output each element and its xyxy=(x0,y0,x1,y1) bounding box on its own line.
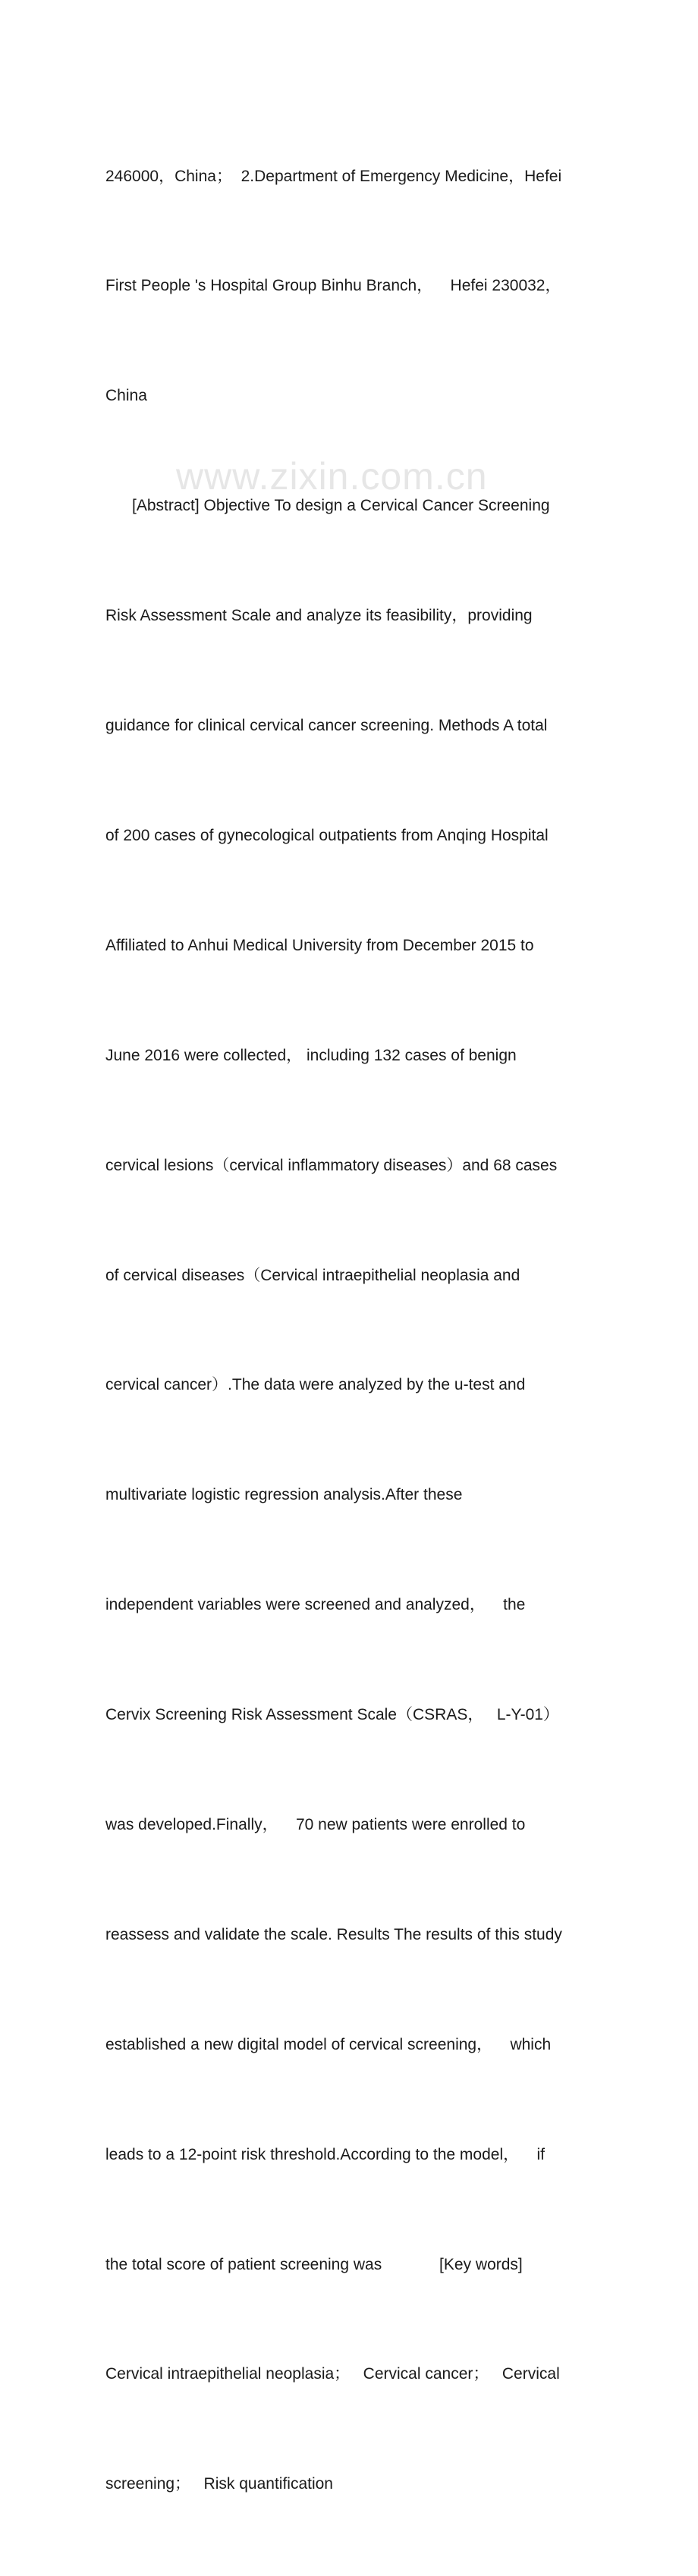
text-line-abstract-5: Affiliated to Anhui Medical University from December 2015 to xyxy=(105,936,534,954)
text-line-affiliation-2: First People 's Hospital Group Binhu Branch， Hefei 230032， xyxy=(105,277,561,295)
text-line-abstract-11: independent variables were screened and analyzed， the xyxy=(105,1596,526,1614)
text-line-abstract-13: was developed.Finally， 70 new patients were enrolled to xyxy=(105,1815,526,1833)
watermark: www.zixin.com.cn xyxy=(176,455,488,498)
text-line-abstract-2: Risk Assessment Scale and analyze its feasibility，providing xyxy=(105,607,533,625)
text-line-keywords-2: screening； Risk quantification xyxy=(105,2475,333,2493)
text-line-affiliation-3: China xyxy=(105,387,147,405)
text-line-abstract-1: [Abstract] Objective To design a Cervical Cancer Screening xyxy=(105,497,550,515)
text-line-abstract-17: the total score of patient screening was [Key words] xyxy=(105,2255,523,2273)
text-line-abstract-4: of 200 cases of gynecological outpatients from Anqing Hospital xyxy=(105,826,549,844)
text-line-abstract-3: guidance for clinical cervical cancer screening. Methods A total xyxy=(105,717,548,735)
text-line-abstract-14: reassess and validate the scale. Results The results of this study xyxy=(105,1925,562,1943)
document-body xyxy=(105,85,596,2576)
text-line-abstract-16: leads to a 12-point risk threshold.According to the model， if xyxy=(105,2145,545,2163)
text-line-abstract-7: cervical lesions（cervical inflammatory diseases）and 68 cases xyxy=(105,1156,558,1174)
text-line-keywords-1: Cervical intraepithelial neoplasia； Cervical cancer； Cervical xyxy=(105,2365,560,2383)
text-line-abstract-8: of cervical diseases（Cervical intraepithelial neoplasia and xyxy=(105,1266,520,1284)
text-line-abstract-12: Cervix Screening Risk Assessment Scale（CSRAS， L-Y-01） xyxy=(105,1706,559,1724)
text-line-abstract-15: established a new digital model of cervical screening， which xyxy=(105,2035,552,2053)
text-line-abstract-10: multivariate logistic regression analysis.After these xyxy=(105,1486,463,1504)
text-line-abstract-6: June 2016 were collected， including 132 cases of benign xyxy=(105,1046,517,1064)
text-line-abstract-9: cervical cancer）.The data were analyzed by the u-test and xyxy=(105,1376,526,1394)
text-line-affiliation-1: 246000，China； 2.Department of Emergency Medicine，Hefei xyxy=(105,167,562,185)
